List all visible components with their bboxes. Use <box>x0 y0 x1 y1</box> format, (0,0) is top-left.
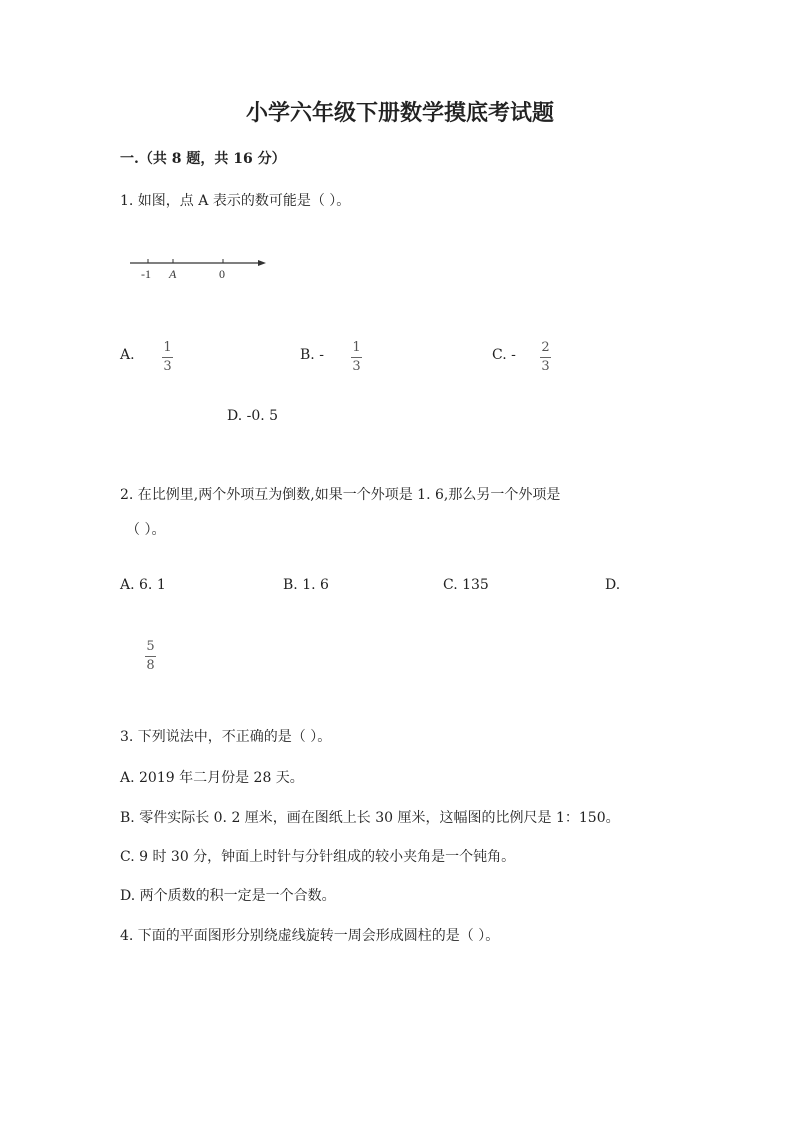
q2-option-b: B. 1. 6 <box>283 577 329 593</box>
q1-option-b-fraction <box>351 341 362 374</box>
fraction-bar <box>540 357 551 358</box>
q1-option-c-label: C. - <box>492 347 516 363</box>
question-2-text-line1: 2. 在比例里,两个外项互为倒数,如果一个外项是 1. 6,那么另一个外项是 <box>120 487 561 503</box>
numerator: 1 <box>163 340 172 355</box>
page-title: 小学六年级下册数学摸底考试题 <box>245 100 554 126</box>
section-heading: 一.（共 8 题，共 16 分） <box>120 151 286 167</box>
number-line-arrow <box>258 260 266 266</box>
denominator: 3 <box>163 359 172 374</box>
q1-option-b-label: B. - <box>300 347 324 363</box>
number-line-figure <box>128 252 278 292</box>
q2-option-d-label: D. <box>605 577 621 593</box>
question-4-text: 4. 下面的平面图形分别绕虚线旋转一周会形成圆柱的是（ ）。 <box>120 928 500 944</box>
fraction-bar <box>351 357 362 358</box>
fraction-bar <box>162 357 173 358</box>
denominator: 3 <box>541 359 550 374</box>
numerator: 5 <box>146 639 155 654</box>
label-a: A <box>169 267 177 281</box>
q2-option-d-fraction <box>145 640 156 673</box>
numerator: 1 <box>352 340 361 355</box>
numerator: 2 <box>541 340 550 355</box>
denominator: 3 <box>352 359 361 374</box>
label-0: 0 <box>219 267 225 281</box>
q1-option-c-fraction <box>540 341 551 374</box>
label-neg1: -1 <box>141 267 151 281</box>
q2-option-a: A. 6. 1 <box>120 577 166 593</box>
q1-option-d: D. -0. 5 <box>227 408 279 424</box>
question-3-text: 3. 下列说法中，不正确的是（ ）。 <box>120 729 332 745</box>
denominator: 8 <box>146 658 155 673</box>
q3-option-a: A. 2019 年二月份是 28 天。 <box>120 770 304 786</box>
q2-option-c: C. 135 <box>443 577 489 593</box>
q1-option-a-label: A. <box>120 347 135 363</box>
question-1-text: 1. 如图，点 A 表示的数可能是（ ）。 <box>120 193 351 209</box>
q3-option-d: D. 两个质数的积一定是一个合数。 <box>120 888 336 904</box>
question-2-text-line2: （ ）。 <box>126 522 166 538</box>
fraction-bar <box>145 656 156 657</box>
q1-option-a-fraction <box>162 341 173 374</box>
q3-option-b: B. 零件实际长 0. 2 厘米，画在图纸上长 30 厘米，这幅图的比例尺是 1：150。 <box>120 810 620 826</box>
q3-option-c: C. 9 时 30 分，钟面上时针与分针组成的较小夹角是一个钝角。 <box>120 849 516 865</box>
